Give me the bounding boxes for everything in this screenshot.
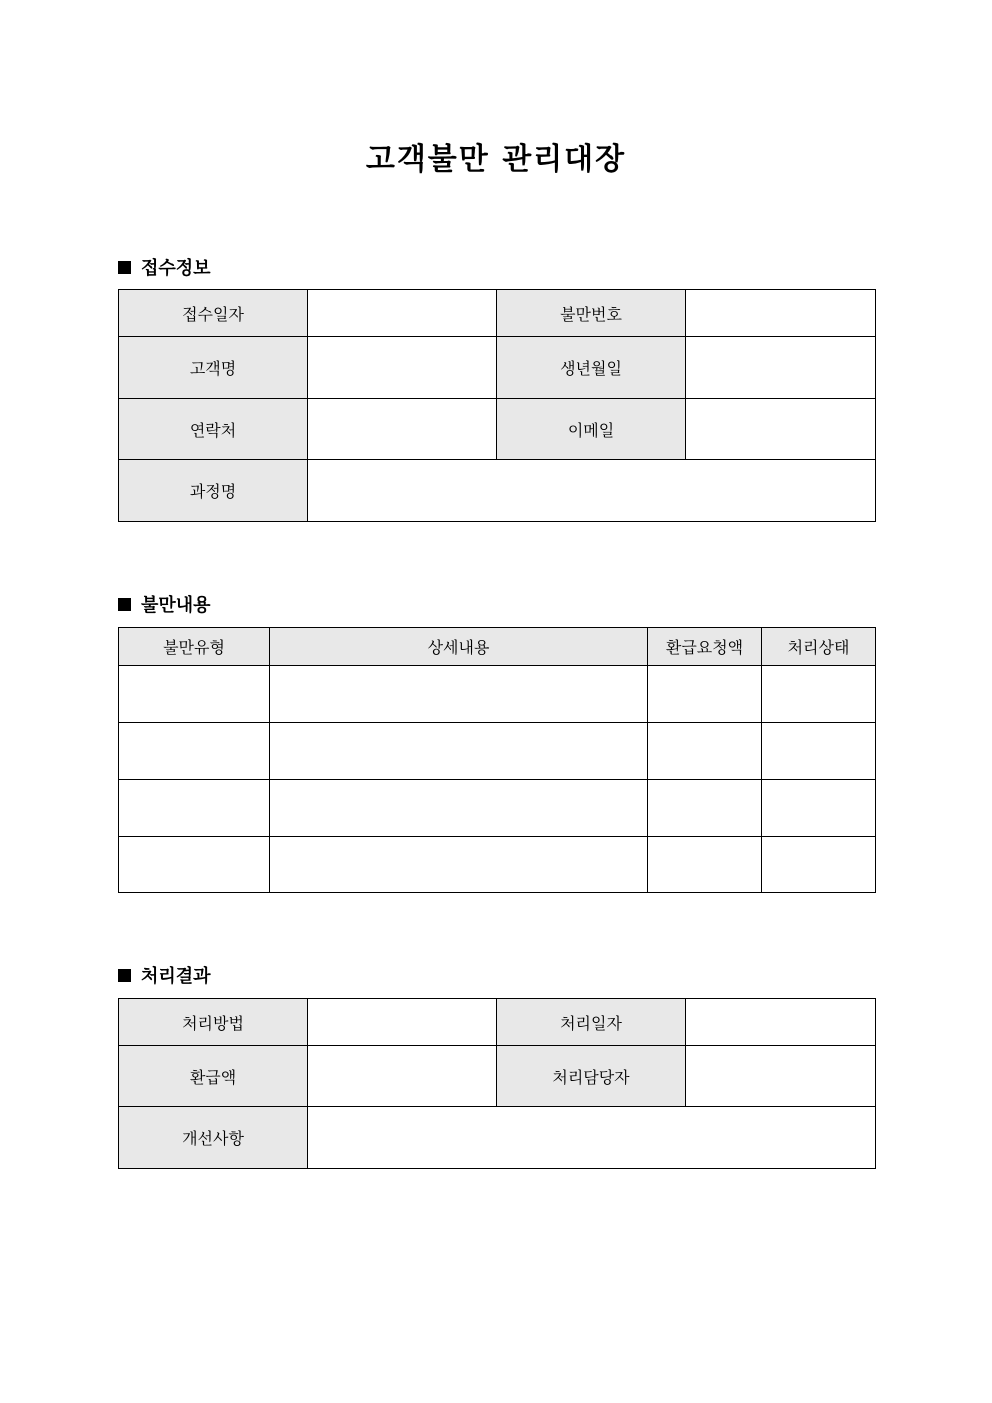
table-row [119,837,876,893]
table-row [119,399,876,460]
refund-amount-field[interactable] [308,1046,497,1107]
refund-request-cell[interactable] [648,666,762,723]
status-cell[interactable] [762,723,876,780]
section-heading-label: 접수정보 [141,258,211,279]
email-label: 이메일 [497,399,686,460]
column-header-status: 처리상태 [762,628,876,666]
page-title: 고객불만 관리대장 [365,142,627,177]
method-label: 처리방법 [119,999,308,1046]
table-row [119,780,876,837]
process-date-label: 처리일자 [497,999,686,1046]
complaint-no-field[interactable] [686,290,876,337]
complaint-type-cell[interactable] [119,780,270,837]
table-row [119,1046,876,1107]
reception-table [118,289,876,522]
contact-field[interactable] [308,399,497,460]
refund-request-cell[interactable] [648,837,762,893]
section-heading-label: 불만내용 [141,595,211,616]
improvements-field[interactable] [308,1107,876,1169]
section-heading-reception [118,254,211,280]
birth-date-label: 생년월일 [497,337,686,399]
column-header-detail: 상세내용 [270,628,648,666]
status-cell[interactable] [762,837,876,893]
status-cell[interactable] [762,780,876,837]
table-row [119,666,876,723]
table-header-row [119,628,876,666]
refund-request-cell[interactable] [648,780,762,837]
square-bullet-icon [118,969,131,982]
section-heading-label: 처리결과 [141,966,211,987]
status-cell[interactable] [762,666,876,723]
receipt-date-label: 접수일자 [119,290,308,337]
contact-label: 연락처 [119,399,308,460]
section-heading-complaint [118,591,211,617]
complaint-type-cell[interactable] [119,723,270,780]
handler-field[interactable] [686,1046,876,1107]
complaint-detail-cell[interactable] [270,780,648,837]
email-field[interactable] [686,399,876,460]
process-date-field[interactable] [686,999,876,1046]
column-header-type: 불만유형 [119,628,270,666]
receipt-date-field[interactable] [308,290,497,337]
result-table [118,998,876,1169]
table-row [119,337,876,399]
refund-amount-label: 환급액 [119,1046,308,1107]
table-row [119,290,876,337]
complaint-no-label: 불만번호 [497,290,686,337]
course-name-field[interactable] [308,460,876,522]
table-row [119,1107,876,1169]
square-bullet-icon [118,261,131,274]
complaint-detail-cell[interactable] [270,723,648,780]
table-row [119,723,876,780]
handler-label: 처리담당자 [497,1046,686,1107]
complaint-detail-cell[interactable] [270,837,648,893]
section-heading-result [118,962,211,988]
birth-date-field[interactable] [686,337,876,399]
course-name-label: 과정명 [119,460,308,522]
complaint-type-cell[interactable] [119,666,270,723]
customer-name-label: 고객명 [119,337,308,399]
refund-request-cell[interactable] [648,723,762,780]
table-row [119,999,876,1046]
complaint-table [118,627,876,893]
table-row [119,460,876,522]
customer-name-field[interactable] [308,337,497,399]
improvements-label: 개선사항 [119,1107,308,1169]
complaint-detail-cell[interactable] [270,666,648,723]
column-header-refund-request: 환급요청액 [648,628,762,666]
complaint-type-cell[interactable] [119,837,270,893]
square-bullet-icon [118,598,131,611]
method-field[interactable] [308,999,497,1046]
